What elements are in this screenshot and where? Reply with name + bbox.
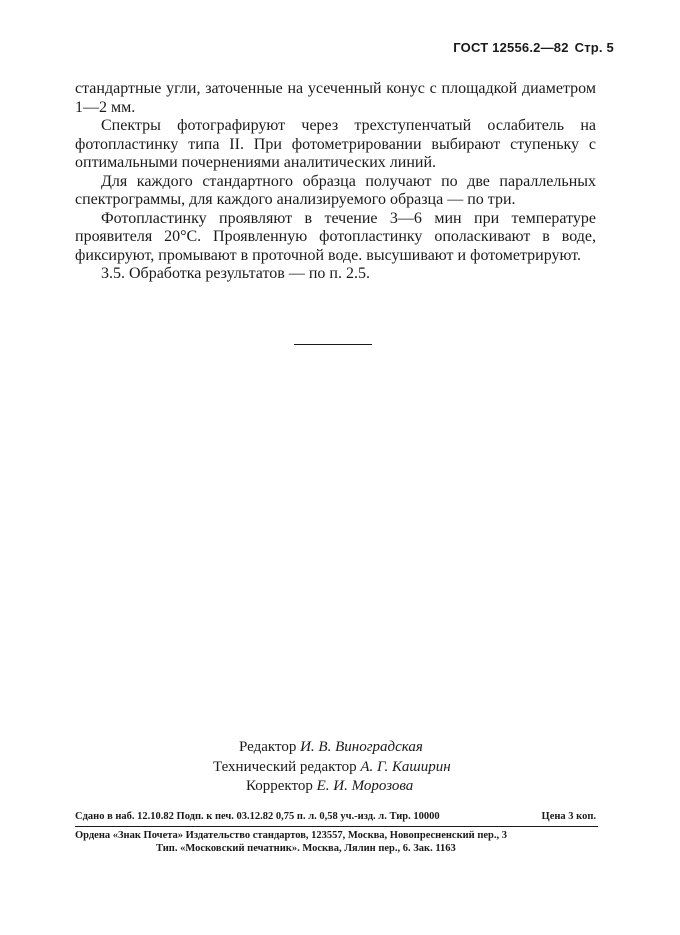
- imprint-print-data: [75, 811, 596, 822]
- imprint-printer: Тип. «Московский печатник». Москва, Лялин пер., 6. Зак. 1163: [156, 843, 456, 854]
- standard-number: ГОСТ 12556.2—82: [453, 40, 569, 55]
- body-text: [75, 80, 596, 284]
- tech-editor-credit: [213, 758, 451, 778]
- corrector-name: Е. И. Морозова: [316, 778, 414, 794]
- paragraph: 3.5. Обработка результатов — по п. 2.5.: [101, 265, 370, 282]
- page-header: [453, 40, 614, 55]
- tech-editor-role: Технический редактор: [213, 758, 357, 775]
- corrector-role: Корректор: [246, 778, 313, 794]
- tech-editor-name: А. Г. Каширин: [360, 758, 451, 775]
- imprint-publisher: Ордена «Знак Почета» Издательство стандартов, 123557, Москва, Новопресненский пер., 3: [75, 830, 508, 841]
- imprint-price: Цена 3 коп.: [541, 811, 596, 822]
- paragraph: стандартные угли, заточенные на усеченный конус с площадкой диаметром 1—2 мм.: [75, 80, 596, 116]
- paragraph: Фотопластинку проявляют в течение 3—6 мин при температуре проявителя 20°С. Проявленную фотопластинку ополаскивают в воде, фиксируют, промывают в проточной воде. высушивают и фотометрируют.: [75, 209, 596, 264]
- paragraph: Для каждого стандартного образца получают по две параллельных спектрограммы, для каждого анализируемого образца — по три.: [75, 172, 596, 208]
- editor-name: И. В. Виноградская: [300, 739, 423, 755]
- imprint-divider: [75, 826, 598, 827]
- page-number: Стр. 5: [574, 40, 614, 55]
- paragraph: Спектры фотографируют через трехступенчатый ослабитель на фотопластинку типа II. При фотометрировании выбирают ступеньку с оптимальными почернениями аналитических линий.: [75, 117, 596, 171]
- editor-credit: [239, 738, 423, 758]
- editor-role: Редактор: [239, 739, 297, 755]
- section-divider: [294, 344, 372, 345]
- corrector-credit: [246, 777, 413, 797]
- imprint-print-details: Сдано в наб. 12.10.82 Подп. к печ. 03.12.82 0,75 п. л. 0,58 уч.-изд. л. Тир. 10000: [75, 811, 440, 822]
